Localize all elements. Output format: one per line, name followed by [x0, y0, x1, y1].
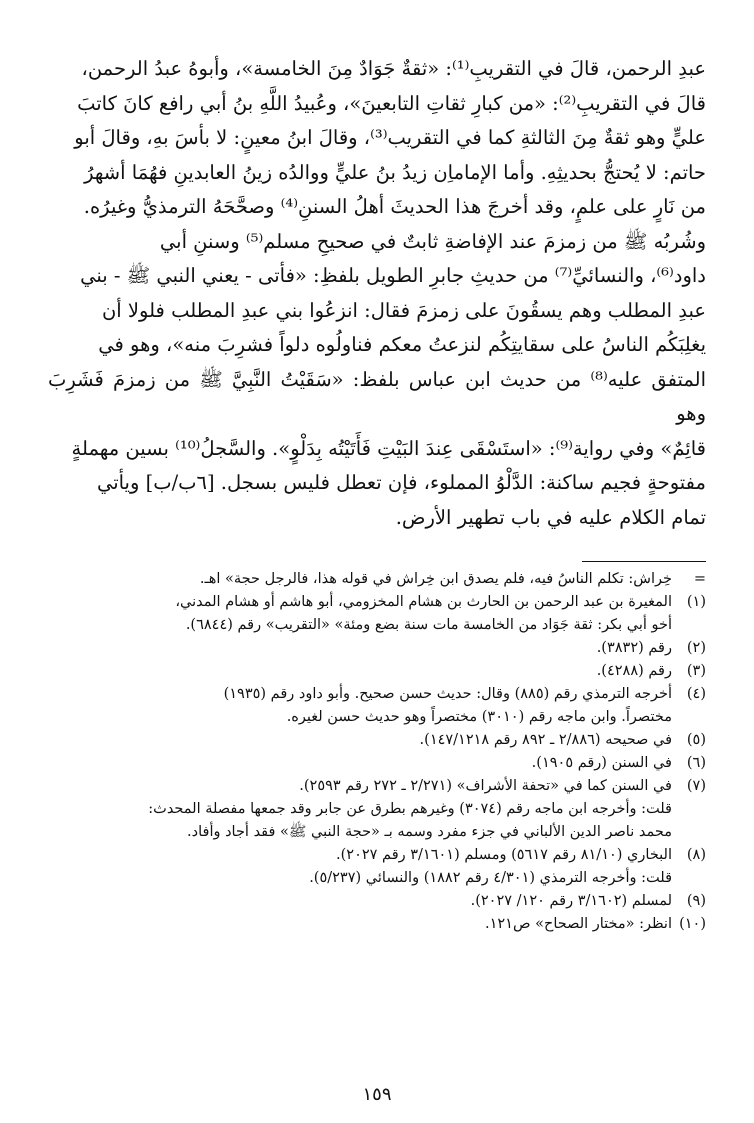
footnote-number: (٢) [686, 640, 706, 656]
footnote-number: (٨) [686, 847, 706, 863]
text-line: وشُربُه ﷺ من زمزمَ عند الإفاضةِ ثابتٌ في صحيحِ مسلم⁽⁵⁾ وسننِ أبي [159, 229, 706, 253]
text-line: عبدِ المطلب وهم يسقُونَ على زمزمَ فقال: انزعُوا بني عبدِ المطلب فلولا أن [101, 298, 706, 322]
text-line: داود⁽⁶⁾، والنسائيِّ⁽⁷⁾ من حديثِ جابرِ الطويل بلفظِ: «فأتى - يعني النبي ﷺ - بني [80, 264, 706, 287]
footnote-number: (٣) [686, 663, 706, 679]
text-line: من نَارٍ على علمٍ، وقد أخرجَ هذا الحديثَ أهلُ السننِ⁽⁴⁾ وصحَّحَهُ الترمذيُّ وغيرُه. [83, 195, 706, 218]
footnote-line: رقم (٤٢٨٨). [596, 663, 672, 679]
footnote-line: محمد ناصر الدين الألباني في جزء مفرد وسمه بـ «حجة النبي ﷺ» فقد أجاد وأفاد. [187, 824, 672, 840]
footnotes [48, 568, 706, 936]
text-line: مفتوحةٍ فجيم ساكنة: الدَّلْوُ المملوء، فإن تعطل فليس بسجل. [٦ب/ب] ويأتي [96, 471, 706, 494]
footnote-text [48, 637, 672, 660]
footnote-line: قلت: وأخرجه ابن ماجه رقم (٣٠٧٤) وغيرهم بطرق عن جابر وقد جمعها مفصلة المحدث: [148, 801, 672, 817]
footnote [48, 913, 706, 936]
footnote-line: مختصراً. وابن ماجه رقم (٣٠١٠) مختصراً وهو حديث حسن لغيره. [286, 709, 672, 725]
footnote-line: المغيرة بن عبد الرحمن بن الحارث بن هشام المخزومي، أبو هاشم أو هشام المدني، [175, 594, 672, 610]
footnote-number: = [693, 571, 706, 587]
footnote-number: (٤) [686, 686, 706, 702]
footnote-text [48, 568, 672, 591]
footnote-line: خِراش: تكلم الناسُ فيه، فلم يصدق ابن خِراش في قوله هذا، فالرجل حجة» اهـ. [199, 571, 672, 587]
footnote-number: (١٠) [679, 916, 706, 932]
footnote-line: قلت: وأخرجه الترمذي (٤/٣٠١ رقم ١٨٨٢) والنسائي (٥/٢٣٧). [309, 870, 672, 886]
footnote-line: رقم (٣٨٣٢). [596, 640, 672, 656]
footnote [48, 660, 706, 683]
footnote-text [48, 660, 672, 683]
footnote-line: البخاري (٨١/١٠ رقم ٥٦١٧) ومسلم (٣/١٦٠١ رقم ٢٠٢٧). [336, 847, 672, 863]
footnote-text [48, 729, 672, 752]
footnote-text [48, 591, 672, 637]
text-line: عبدِ الرحمن، قالَ في التقريبِ⁽¹⁾: «ثقةٌ جَوَادٌ مِنَ الخامسة»، وأبوهُ عبدُ الرحمن، [81, 57, 706, 80]
footnote [48, 729, 706, 752]
text-line: يغلِبَكُم الناسُ على سقايتِكُم لنزعتُ معكم فناولُوه دلواً فشرِبَ منه»، وهو في [98, 333, 706, 356]
footnote-line: لمسلم (٣/١٦٠٢ رقم ١٢٠/ ٢٠٢٧). [470, 893, 672, 909]
footnote-number: (٦) [686, 755, 706, 771]
footnote-line: انظر: «مختار الصحاح» ص١٢١. [484, 916, 672, 932]
footnote-text [48, 683, 672, 729]
footnote-number: (٩) [686, 893, 706, 909]
footnote [48, 890, 706, 913]
paragraph-1 [48, 52, 706, 225]
text-line: تمام الكلام عليه في باب تطهير الأرض. [395, 505, 706, 529]
paragraph-2 [48, 225, 706, 536]
footnote-text [48, 775, 672, 844]
footnote [48, 844, 706, 890]
footnote-text [48, 890, 672, 913]
footnote-text [48, 752, 672, 775]
text-line: المتفق عليه⁽⁸⁾ من حديث ابن عباس بلفظ: «سَقَيْتُ النَّبِيَّ ﷺ من زمزمَ فَشَرِبَ وهو [48, 367, 707, 425]
text-line: قائِمٌ» وفي رواية⁽⁹⁾: «استَسْقَى عِندَ البَيْتِ فَأَتَيْتُه بِدَلْوٍ». والسَّجلُ⁽¹⁰⁾ بسين مهملةٍ [71, 436, 706, 460]
footnote-number: (٥) [686, 732, 706, 748]
text-line: عليٍّ وهو ثقةٌ مِنَ الثالثةِ كما في التقريب⁽³⁾، وقالَ ابنُ معينٍ: لا بأسَ بهِ، وقالَ أبو [74, 126, 706, 149]
footnote [48, 568, 706, 591]
page-number: ١٥٩ [362, 1084, 392, 1105]
footnote-text [48, 844, 672, 890]
page [48, 52, 706, 1083]
footnote [48, 683, 706, 729]
footnote [48, 752, 706, 775]
footnote-line: في صحيحه (٢/٨٨٦ ـ ٨٩٢ رقم ١٤٧/١٢١٨). [419, 732, 672, 748]
footnote-text [48, 913, 672, 936]
footnote [48, 775, 706, 844]
footnote-number: (٧) [686, 778, 706, 794]
footnote [48, 591, 706, 637]
main-text [48, 52, 706, 535]
footnote [48, 637, 706, 660]
footnote-number: (١) [686, 594, 706, 610]
footnote-line: أخرجه الترمذي رقم (٨٨٥) وقال: حديث حسن صحيح. وأبو داود رقم (١٩٣٥) [223, 686, 672, 702]
footnote-separator [582, 561, 706, 562]
footnote-line: في السنن (رقم ١٩٠٥). [531, 755, 672, 771]
footnote-line: في السنن كما في «تحفة الأشراف» (٢/٢٧١ ـ ٢٧٢ رقم ٢٥٩٣). [299, 778, 672, 794]
text-line: حاتم: لا يُحتجُّ بحديثِهِ. وأما الإماماِن زيدُ بنُ عليٍّ ووالدُه زينُ العابدينِ فهُمَا أشهرُ [84, 160, 706, 184]
text-line: قالَ في التقريبِ⁽²⁾: «من كبارِ ثقاتِ التابعينَ»، وعُبيدُ اللَّهِ بنُ أبي رافع كانَ كاتبَ [77, 91, 706, 115]
footnote-line: أخو أبي بكر: ثقة جَوَاد من الخامسة مات سنة بضع ومئة» «التقريب» رقم (٦٨٤٤). [185, 617, 672, 633]
